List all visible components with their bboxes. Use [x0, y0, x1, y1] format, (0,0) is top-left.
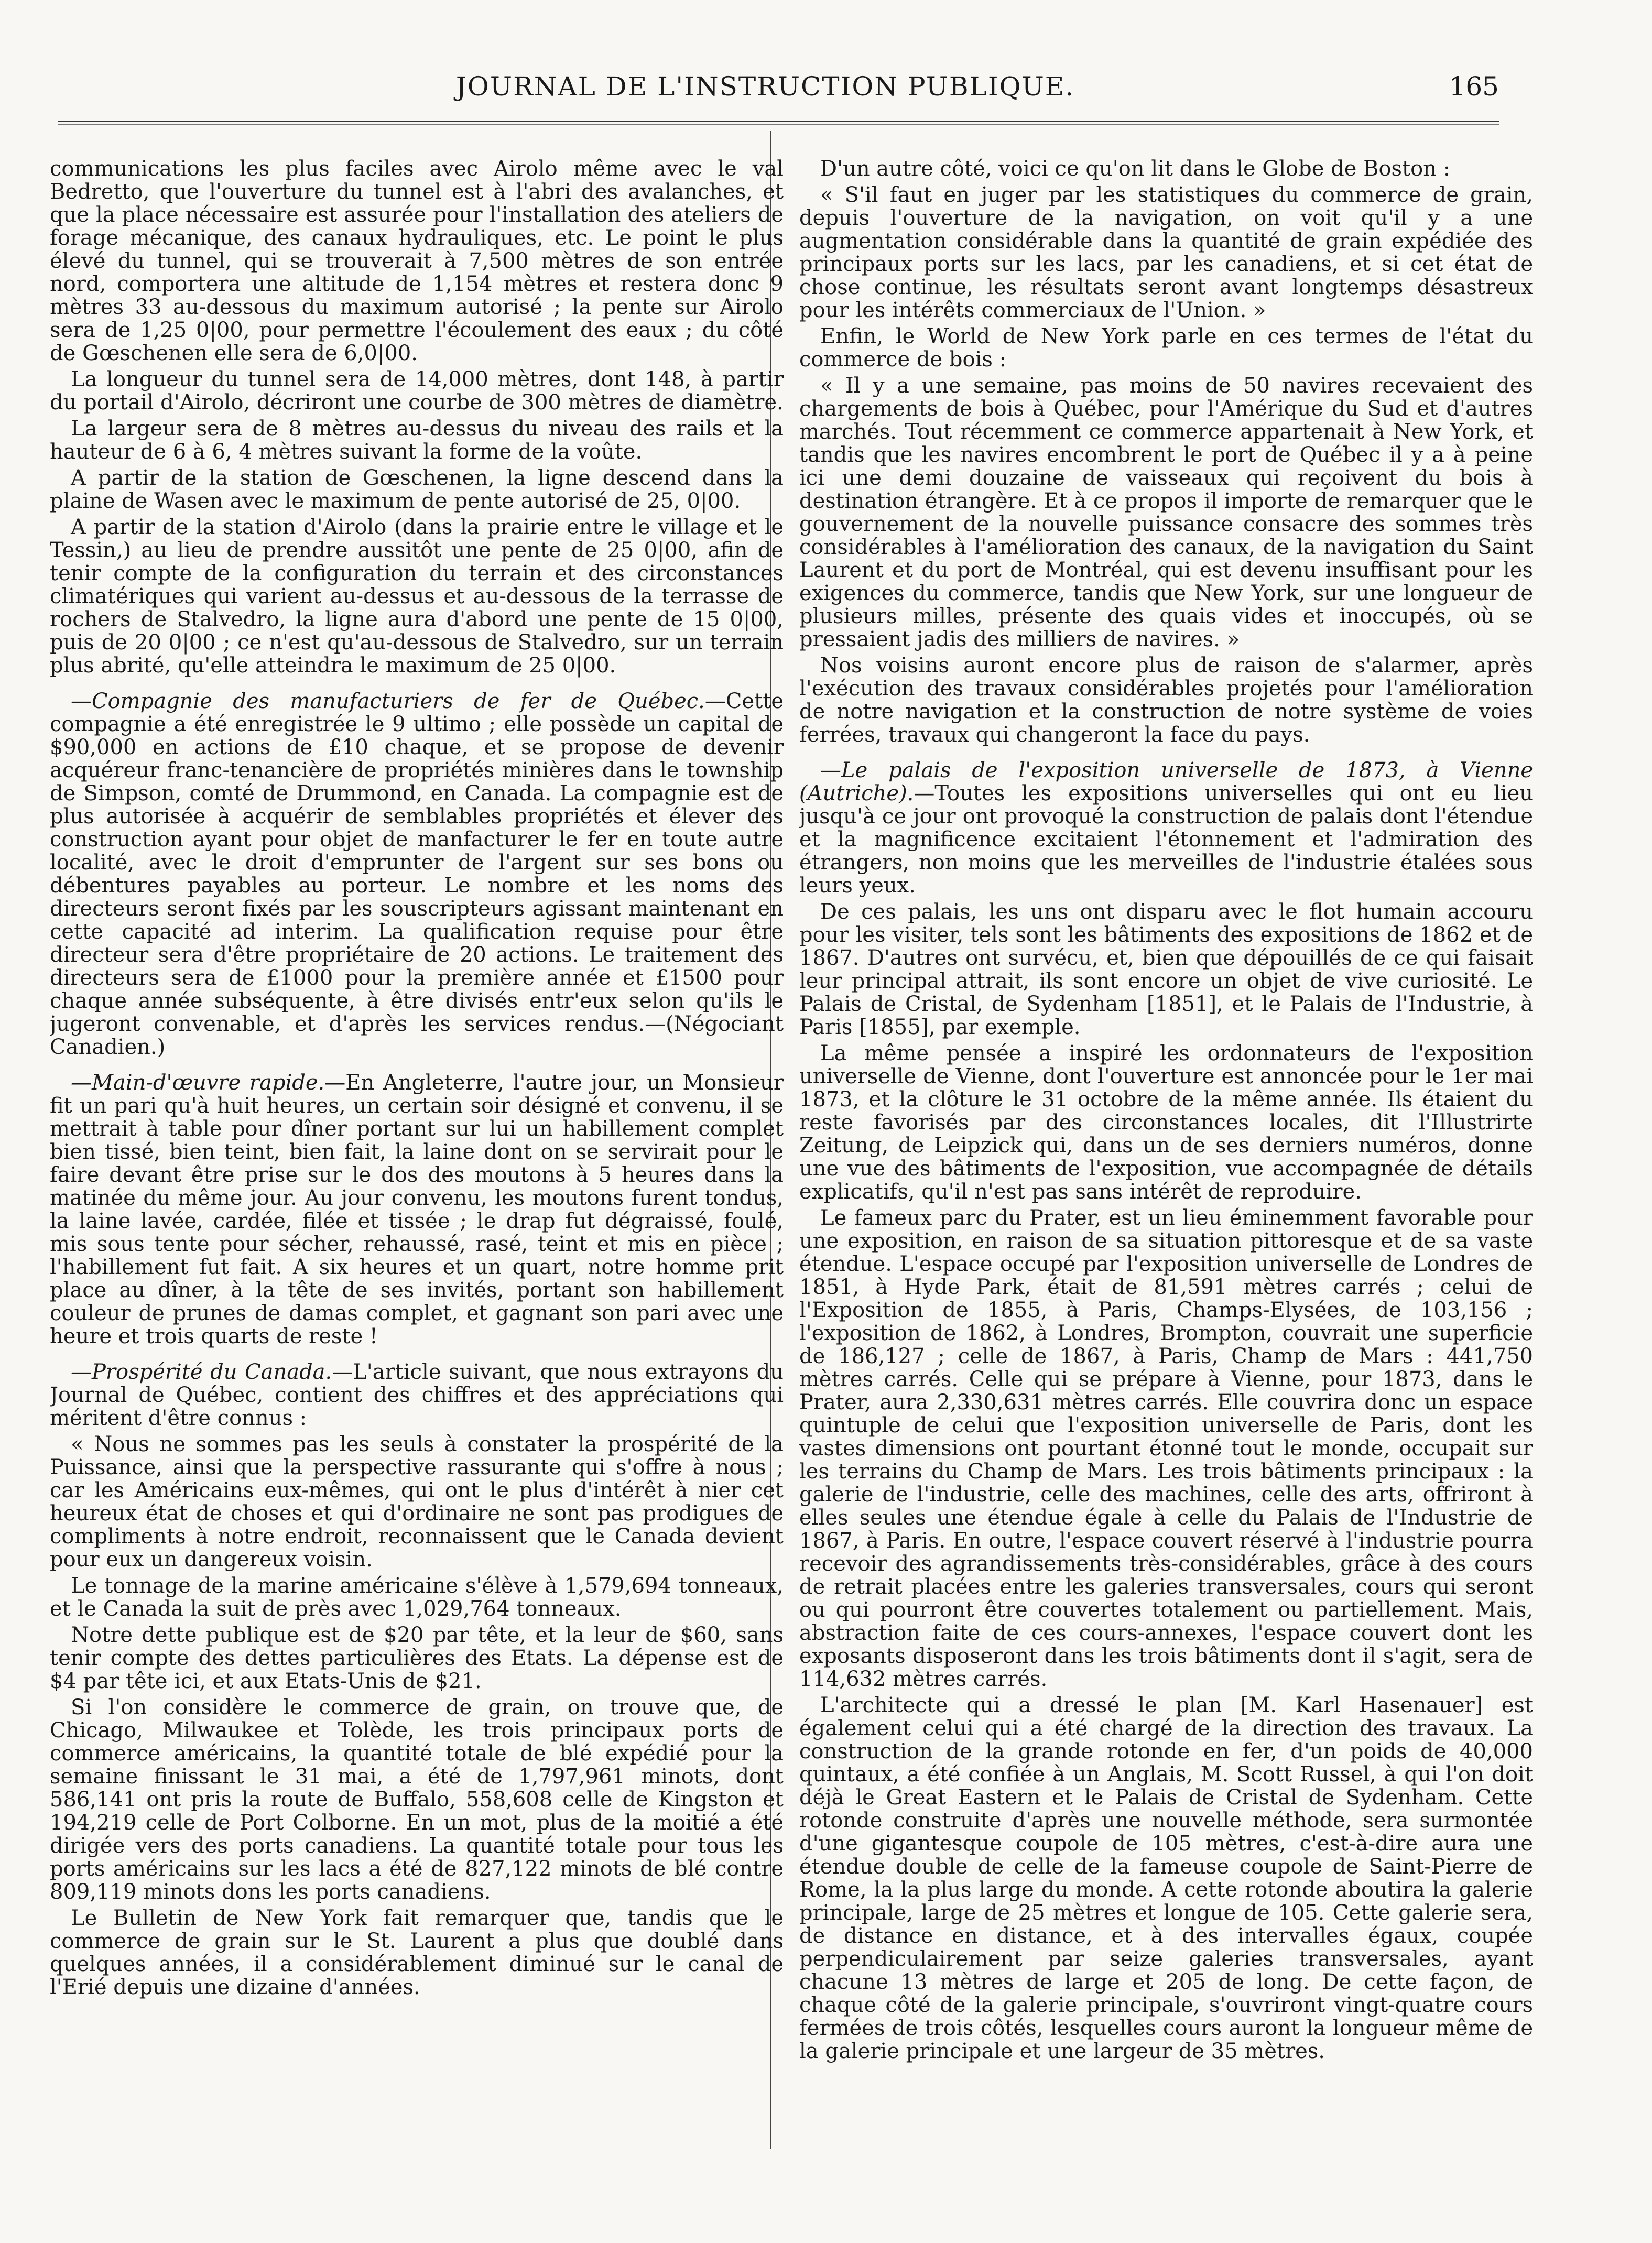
article-body: —En Angleterre, l'autre jour, un Monsieur fit un pari qu'à huit heures, un certain soir désigné et convenu, il se mettrait à table pour dîner portant sur lui un habillement complet bien tissé, bien teint, bien fait, la laine dont on se servirait pour le faire devant être prise sur le dos des moutons à 5 heures dans la matinée du même jour. Au jour convenu, les moutons furent tondus, la laine lavée, cardée, filée et tissée ; le drap fut dégraissé, foulé, mis sous tente pour sécher, rehaussé, rasé, teint et mis en pièce ; l'habillement fut fait. A six heures et un quart, notre homme prit place au dîner, à la tête de ses invités, portant son habillement couleur de prunes de damas complet, et gagnant son pari avec une heure et trois quarts de reste !	[50, 1071, 784, 1348]
article-prosperite	[50, 1360, 784, 1430]
paragraph-tunnel-intro: communications les plus faciles avec Airolo même avec le val Bedretto, que l'ouverture du tunnel est à l'abri des avalanches, et que la place nécessaire est assurée pour l'installation des ateliers de forage mécanique, des canaux hydrauliques, etc. Le point le plus élevé du tunnel, qui se trouverait à 7,500 mètres de son entrée nord, comportera une altitude de 1,154 mètres et restera donc 9 mètres 33 au-dessous du maximum autorisé ; la pente sur Airolo sera de 1,25 0|00, pour permettre l'écoulement des eaux ; du côté de Gœschenen elle sera de 6,0|00.	[50, 157, 784, 365]
paragraph-tunnel-width: La largeur sera de 8 mètres au-dessus du niveau des rails et la hauteur de 6 à 6, 4 mètres suivant la forme de la voûte.	[50, 417, 784, 464]
paragraph-airolo: A partir de la station d'Airolo (dans la prairie entre le village et le Tessin,) au lieu de prendre aussitôt une pente de 25 0|00, afin de tenir compte de la configuration du terrain et des circonstances climatériques qui varient au-dessus et au-dessous de la terrasse de rochers de Stalvedro, la ligne aura d'abord une pente de 15 0|00, puis de 20 0|00 ; ce n'est qu'au-dessous de Stalvedro, sur un terrain plus abrité, qu'elle atteindra le maximum de 25 0|00.	[50, 515, 784, 678]
paragraph-globe-boston: D'un autre côté, voici ce qu'on lit dans le Globe de Boston :	[820, 157, 1451, 181]
article-body: —Cette compagnie a été enregistrée le 9 ultimo ; elle possède un capital de $90,000 en actions de £10 chaque, et se propose de devenir acquéreur franc-tenancière de propriétés minières dans le township de Simpson, comté de Drummond, en Canada. La compagnie est de plus autorisée à acquérir de semblables propriétés et élever des construction ayant pour objet de manfacturer le fer en toute autre localité, avec le droit d'emprunter de l'argent sur ses bons ou débentures payables au porteur. Le nombre et les noms des directeurs seront fixés par les souscripteurs agissant maintenant en cette capacité ad interim. La qualification requise pour être directeur sera d'être propriétaire de 20 actions. Le traitement des directeurs sera de £1000 pour la première année et £1500 pour chaque année subséquente, à être divisés entr'eux selon qu'ils le jugeront convenable, et d'après les services rendus.—(Négociant Canadien.)	[50, 689, 784, 1059]
left-column	[50, 157, 784, 2201]
article-body: —Toutes les expositions universelles qui ont eu lieu jusqu'à ce jour ont provoqué la construction de palais dont l'étendue et la magnificence excitaient l'étonnement et l'admiration des étrangers, non moins que les merveilles de l'industrie étalées sous leurs yeux.	[799, 781, 1533, 898]
paragraph-voisins: Nos voisins auront encore plus de raison de s'alarmer, après l'exécution des travaux considérables projetés pour l'amélioration de notre navigation et la construction de notre système de voies ferrées, travaux qui changeront la face du pays.	[799, 654, 1533, 747]
quote-world: « Il y a une semaine, pas moins de 50 navires recevaient des chargements de bois à Québec, pour l'Amérique du Sud et d'autres marchés. Tout récemment ce commerce appartenait à New York, et tandis que les navires encombrent le port de Québec il y a à peine ici une demi douzaine de vaisseaux qui reçoivent du bois à destination étrangère. Et à ce propos il importe de remarquer que le gouvernement de la nouvelle puissance consacre des sommes très considérables à l'amélioration des canaux, de la navigation du Saint Laurent et du port de Montréal, qui est devenu insuffisant pour les exigences du commerce, tandis que New York, sur une longueur de plusieurs milles, présente des quais vides et inoccupés, où se pressaient jadis des milliers de navires. »	[799, 374, 1533, 651]
article-title: —Le palais de l'exposition universelle de 1873, à Vienne (Autriche).	[799, 758, 1533, 805]
paragraph-palais: De ces palais, les uns ont disparu avec le flot humain accouru pour les visiter, tels sont les bâtiments des expositions de 1862 et de 1867. D'autres ont survécu, et, bien que dépouillés de ce qui faisait leur principal attrait, ils sont encore un objet de vive curiosité. Le Palais de Cristal, de Sydenham [1851], et le Palais de l'Industrie, à Paris [1855], par exemple.	[799, 900, 1533, 1039]
header-rule	[58, 121, 1499, 125]
quote-paragraph: « Nous ne sommes pas les seuls à constater la prospérité de la Puissance, ainsi que la perspective rassurante qui s'offre à nous ; car les Américains eux-mêmes, qui ont le plus d'intérêt à nier cet heureux état de choses et qui d'ordinaire ne sont pas prodigues de compliments à notre endroit, reconnaissent que le Canada devient pour eux un dangereux voisin.	[50, 1432, 784, 1572]
paragraph-vienne: La même pensée a inspiré les ordonnateurs de l'exposition universelle de Vienne, dont l'ouverture est annoncée pour le 1er mai 1873, et la clôture le 31 octobre de la même année. Ils étaient du reste favorisés par des circonstances locales, dit l'Illustrirte Zeitung, de Leipzick qui, dans un de ses derniers numéros, donne une vue des bâtiments de l'exposition, vue accompagnée de détails explicatifs, qu'il n'est pas sans intérêt de reproduire.	[799, 1041, 1533, 1204]
page-number: 165	[1449, 71, 1499, 102]
quote-paragraph: Le tonnage de la marine américaine s'élève à 1,579,694 tonneaux, et le Canada la suit de près avec 1,029,764 tonneaux.	[50, 1574, 784, 1621]
article-body: —L'article suivant, que nous extrayons du Journal de Québec, contient des chiffres et des appréciations qui méritent d'être connus :	[50, 1360, 784, 1430]
right-column	[799, 157, 1533, 2201]
paragraph-tunnel-length: La longueur du tunnel sera de 14,000 mètres, dont 148, à partir du portail d'Airolo, décriront une courbe de 300 mètres de diamètre.	[50, 367, 784, 415]
quote-paragraph: Si l'on considère le commerce de grain, on trouve que, de Chicago, Milwaukee et Tolède, les trois principaux ports de commerce américains, la quantité totale de blé expédié pour la semaine finissant le 31 mai, a été de 1,797,961 minots, dont 586,141 ont pris la route de Buffalo, 558,608 celle de Kingston et 194,219 celle de Port Colborne. En un mot, plus de la moitié a été dirigée vers des ports canadiens. La quantité totale pour tous les ports américains sur les lacs a été de 827,122 minots de blé contre 809,119 minots dons les ports canadiens.	[50, 1695, 784, 1904]
article-compagnie-fer	[50, 690, 784, 1059]
running-title: JOURNAL DE L'INSTRUCTION PUBLIQUE.	[455, 71, 1075, 102]
article-title: —Compagnie des manufacturiers de fer de Québec.	[71, 689, 705, 713]
article-main-oeuvre	[50, 1071, 784, 1348]
article-title: —Prospérité du Canada.	[71, 1360, 332, 1384]
paragraph-architecte: L'architecte qui a dressé le plan [M. Karl Hasenauer] est également celui qui a été chargé de la direction des travaux. La construction de la grande rotonde en fer, d'un poids de 40,000 quintaux, a été confiée à un Anglais, M. Scott Russel, à qui l'on doit déjà le Great Eastern et le Palais de Cristal de Sydenham. Cette rotonde construite d'après une nouvelle méthode, sera surmontée d'une gigantesque coupole de 105 mètres, c'est-à-dire aura une étendue double de celle de la fameuse coupole de Saint-Pierre de Rome, la la plus large du monde. A cette rotonde aboutira la galerie principale, large de 25 mètres et longue de 105. Cette galerie sera, de distance en distance, et à des intervalles égaux, coupée perpendiculairement par seize galeries transversales, ayant chacune 13 mètres de large et 205 de long. De cette façon, de chaque côté de la galerie principale, s'ouvriront vingt-quatre cours fermées de trois côtés, lesquelles cours auront la longueur même de la galerie principale et une largeur de 35 mètres.	[799, 1693, 1533, 2063]
paragraph-goeschenen: A partir de la station de Gœschenen, la ligne descend dans la plaine de Wasen avec le maximum de pente autorisé de 25, 0|00.	[50, 466, 784, 513]
quote-paragraph: Le Bulletin de New York fait remarquer que, tandis que le commerce de grain sur le St. Laurent a plus que doublé dans quelques années, il a considérablement diminué sur le canal de l'Erié depuis une dizaine d'années.	[50, 1906, 784, 1999]
quote-paragraph: Notre dette publique est de $20 par tête, et la leur de $60, sans tenir compte des dettes particulières des Etats. La dépense est de $4 par tête ici, et aux Etats-Unis de $21.	[50, 1623, 784, 1693]
paragraph-world: Enfin, le World de New York parle en ces termes de l'état du commerce de bois :	[799, 324, 1533, 372]
paragraph-prater: Le fameux parc du Prater, est un lieu éminemment favorable pour une exposition, en raison de sa situation pittoresque et de sa vaste étendue. L'espace occupé par l'exposition universelle de Londres de 1851, à Hyde Park, était de 81,591 mètres carrés ; celui de l'Exposition de 1855, à Paris, Champs-Elysées, de 103,156 ; l'exposition de 1862, à Londres, Brompton, couvrait une superficie de 186,127 ; celle de 1867, à Paris, Champ de Mars : 441,750 mètres carrés. Celle qui se prépare à Vienne, pour 1873, dans le Prater, aura 2,330,631 mètres carrés. Elle couvrira donc un espace quintuple de celui que l'exposition universelle de Paris, dont les vastes dimensions ont pourtant étonné tout le monde, occupait sur les terrains du Champ de Mars. Les trois bâtiments principaux : la galerie de l'industrie, celle des machines, celle des arts, offriront à elles seules une étendue égale à celle du Palais de l'Industrie de 1867, à Paris. En outre, l'espace couvert réservé à l'industrie pourra recevoir des agrandissements très-considérables, grâce à des cours de retrait placées entre les galeries transversales, cours qui seront ou qui pourront être couvertes totalement ou partiellement. Mais, abstraction faite de ces cours-annexes, l'espace couvert dont les exposants disposeront dans les trois bâtiments dont il s'agit, sera de 114,632 mètres carrés.	[799, 1206, 1533, 1691]
running-header	[31, 68, 1499, 110]
article-title: —Main-d'œuvre rapide.	[71, 1071, 325, 1095]
article-palais-exposition	[799, 759, 1533, 897]
quote-globe: « S'il faut en juger par les statistiques du commerce de grain, depuis l'ouverture de la navigation, on voit qu'il y a une augmentation considérable dans la quantité de grain expédiée des principaux ports sur les lacs, par les canadiens, et si cet état de chose continue, les résultats seront avant longtemps désastreux pour les intérêts commerciaux de l'Union. »	[799, 183, 1533, 322]
